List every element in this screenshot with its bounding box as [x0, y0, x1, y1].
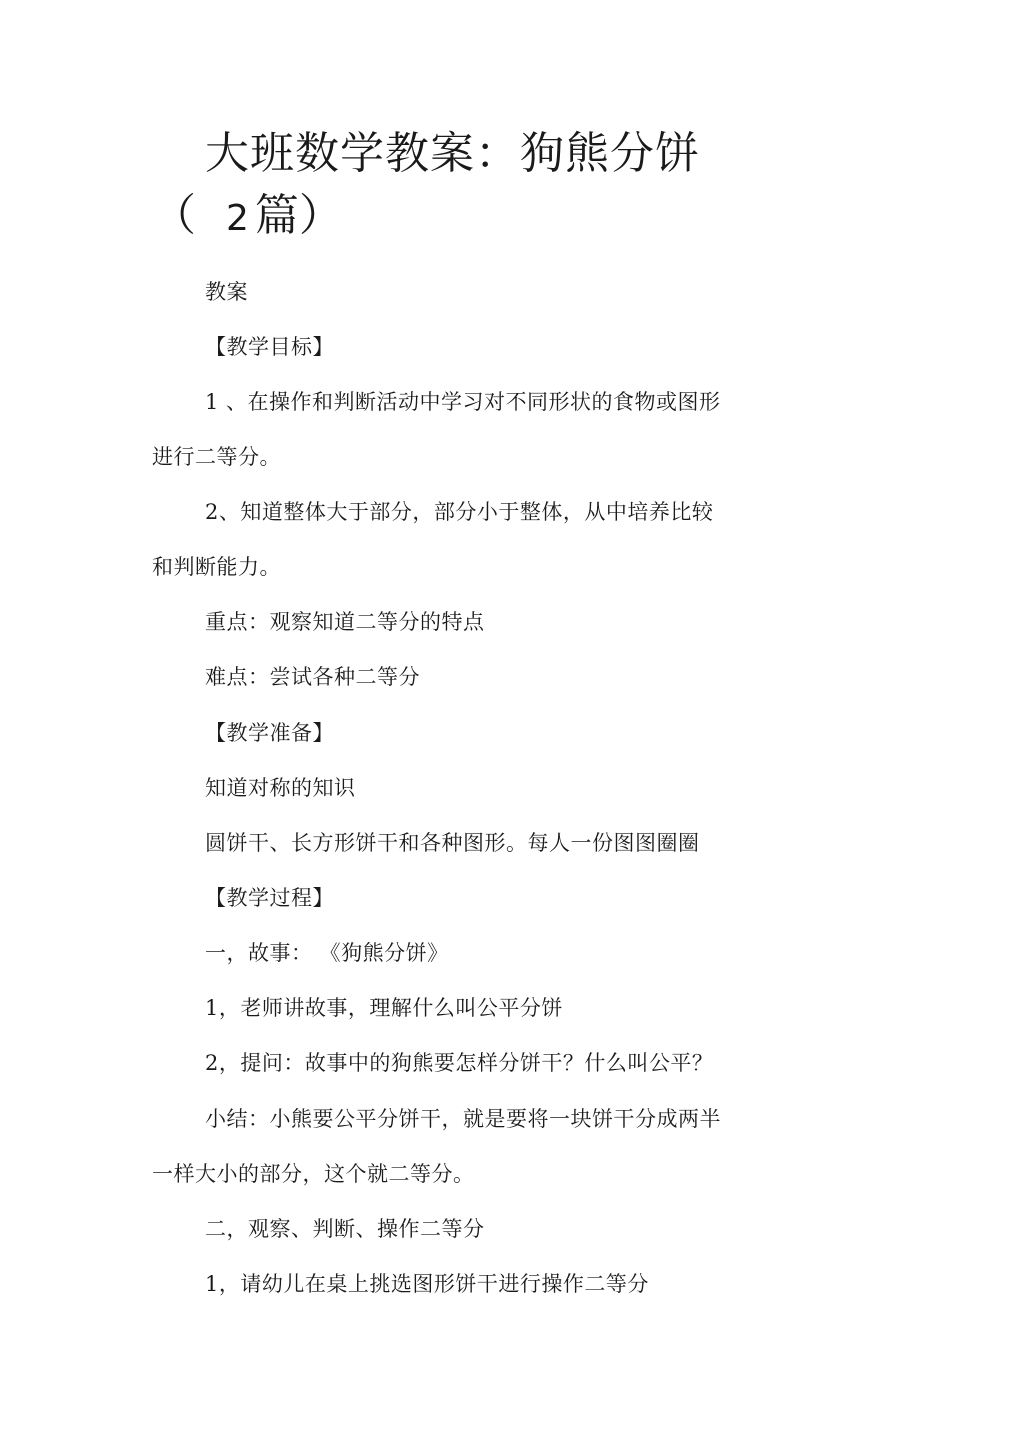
goal-2-continued: 和判断能力。 — [152, 555, 281, 579]
step-story-1: 1，老师讲故事，理解什么叫公平分饼 — [205, 996, 563, 1020]
key-point: 重点：观察知道二等分的特点 — [205, 610, 485, 634]
summary: 小结：小熊要公平分饼干，就是要将一块饼干分成两半 — [205, 1107, 721, 1131]
document-title-continued — [152, 184, 343, 251]
difficulty: 难点：尝试各种二等分 — [205, 665, 420, 689]
step-observe: 二，观察、判断、操作二等分 — [205, 1217, 485, 1241]
title-open-paren: （ — [152, 190, 196, 241]
step-observe-1: 1，请幼儿在桌上挑选图形饼干进行操作二等分 — [205, 1272, 649, 1296]
section-heading-process: 【教学过程】 — [205, 886, 334, 910]
step-story-2: 2，提问：故事中的狗熊要怎样分饼干？什么叫公平？ — [205, 1051, 714, 1075]
title-suffix: 篇） — [254, 190, 343, 241]
goal-1: 1 、在操作和判断活动中学习对不同形状的食物或图形 — [205, 390, 721, 414]
document-title: 大班数学教案：狗熊分饼 — [205, 128, 700, 179]
section-heading-goals: 【教学目标】 — [205, 335, 334, 359]
preparation-1: 知道对称的知识 — [205, 776, 356, 800]
section-heading-preparation: 【教学准备】 — [205, 721, 334, 745]
step-story: 一，故事： 《狗熊分饼》 — [205, 941, 449, 965]
summary-continued: 一样大小的部分，这个就二等分。 — [152, 1162, 475, 1186]
section-label: 教案 — [205, 280, 248, 304]
preparation-2: 圆饼干、长方形饼干和各种图形。每人一份图图圈圈 — [205, 831, 700, 855]
goal-2: 2、知道整体大于部分，部分小于整体，从中培养比较 — [205, 500, 714, 524]
goal-1-continued: 进行二等分。 — [152, 445, 281, 469]
title-count: 2 — [226, 198, 249, 239]
